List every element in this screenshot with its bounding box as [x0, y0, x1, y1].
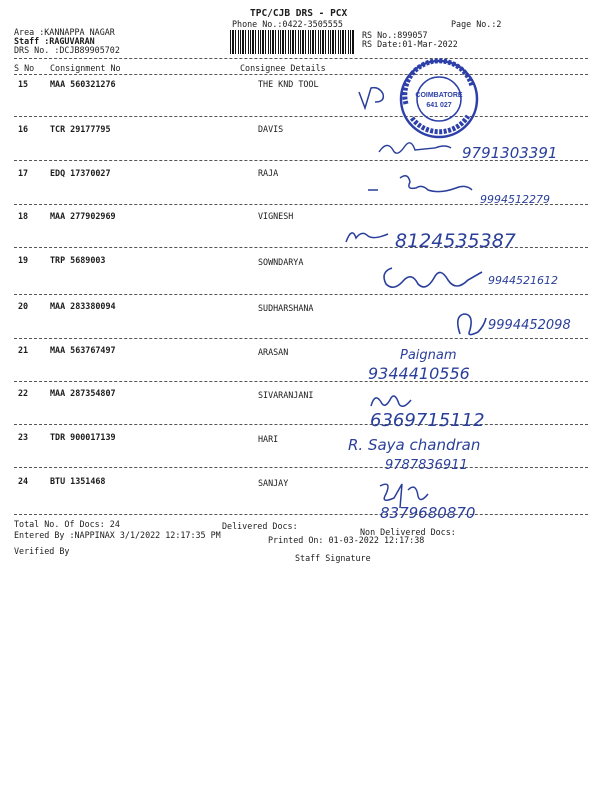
row-consignment: EDQ 17370027	[50, 168, 111, 178]
table-end-divider	[14, 514, 588, 515]
row-divider	[14, 424, 588, 425]
signature-17	[360, 170, 480, 200]
row-consignment: MAA 277902969	[50, 211, 116, 221]
verified-by: Verified By	[14, 546, 70, 556]
row-consignee: DAVIS	[258, 124, 284, 134]
row-consignee: VIGNESH	[258, 211, 294, 221]
row-consignment: MAA 287354807	[50, 388, 116, 398]
row-consignee: ARASAN	[258, 347, 289, 357]
staff-label: Staff :RAGUVARAN	[14, 36, 95, 46]
staff-signature-label: Staff Signature	[295, 553, 371, 563]
rs-date: RS Date:01-Mar-2022	[362, 39, 458, 49]
phone-number: Phone No.:0422-3505555	[232, 19, 343, 29]
row-divider	[14, 338, 588, 339]
handwritten-phone: 9944521612	[488, 274, 558, 287]
row-sno: 20	[18, 301, 29, 311]
row-sno: 17	[18, 168, 29, 178]
row-consignment: MAA 283380094	[50, 301, 116, 311]
row-consignee: SUDHARSHANA	[258, 303, 314, 313]
area-label: Area :KANNAPPA NAGAR	[14, 27, 115, 37]
entered-by: Entered By :NAPPINAX 3/1/2022 12:17:35 PM	[14, 530, 221, 540]
handwritten-phone: 9791303391	[462, 144, 558, 162]
row-consignment: BTU 1351468	[50, 476, 106, 486]
total-docs: Total No. Of Docs: 24	[14, 519, 120, 529]
header-divider	[14, 58, 588, 59]
delivered-docs: Delivered Docs:	[222, 521, 298, 531]
signature-15	[355, 84, 395, 112]
row-consignment: TDR 900017139	[50, 432, 116, 442]
row-sno: 23	[18, 432, 29, 442]
handwritten-phone: 9994512279	[480, 193, 550, 206]
row-sno: 19	[18, 255, 29, 265]
stamp-city: COIMBATORE	[415, 92, 463, 99]
row-consignee: SANJAY	[258, 478, 289, 488]
handwritten-name: Paignam	[400, 348, 457, 363]
row-sno: 18	[18, 211, 29, 221]
row-consignment: TRP 5689003	[50, 255, 106, 265]
handwritten-phone: 9787836911	[385, 458, 468, 473]
row-divider	[14, 116, 588, 117]
printed-on: Printed On: 01-03-2022 12:17:38	[268, 535, 425, 545]
col-consignment-header: Consignment No	[50, 63, 121, 73]
column-divider	[14, 74, 588, 75]
rs-number: RS No.:899057	[362, 30, 428, 40]
row-divider	[14, 467, 588, 468]
row-consignment: MAA 563767497	[50, 345, 116, 355]
signature-19	[378, 258, 488, 298]
non-delivered-docs: Non Delivered Docs:	[360, 527, 456, 537]
handwritten-phone: 9344410556	[368, 364, 470, 383]
barcode	[230, 30, 355, 54]
handwritten-phone: 8379680870	[380, 504, 476, 522]
signature-16	[375, 134, 455, 160]
row-divider	[14, 294, 588, 295]
row-consignee: SOWNDARYA	[258, 257, 304, 267]
col-sno-header: S No	[14, 63, 35, 73]
handwritten-name: R. Saya chandran	[348, 436, 481, 454]
row-consignee: SIVARANJANI	[258, 390, 314, 400]
page-number: Page No.:2	[451, 19, 502, 29]
row-divider	[14, 381, 588, 382]
row-sno: 22	[18, 388, 29, 398]
handwritten-phone: 6369715112	[370, 410, 485, 431]
handwritten-phone: 8124535387	[395, 230, 516, 252]
stamp-pin: 641 027	[426, 102, 452, 109]
row-sno: 16	[18, 124, 29, 134]
row-sno: 15	[18, 79, 29, 89]
row-consignee: HARI	[258, 434, 279, 444]
drs-number: DRS No. :DCJB89905702	[14, 45, 120, 55]
row-consignee: THE KND TOOL	[258, 79, 319, 89]
signature-18	[342, 222, 392, 246]
row-consignment: MAA 560321276	[50, 79, 116, 89]
row-sno: 24	[18, 476, 29, 486]
handwritten-phone: 9994452098	[488, 318, 571, 333]
row-consignee: RAJA	[258, 168, 279, 178]
col-details-header: Consignee Details	[240, 63, 326, 73]
document-title: TPC/CJB DRS - PCX	[250, 8, 348, 19]
row-sno: 21	[18, 345, 29, 355]
signature-20	[450, 308, 490, 340]
company-stamp	[398, 58, 480, 140]
row-consignment: TCR 29177795	[50, 124, 111, 134]
